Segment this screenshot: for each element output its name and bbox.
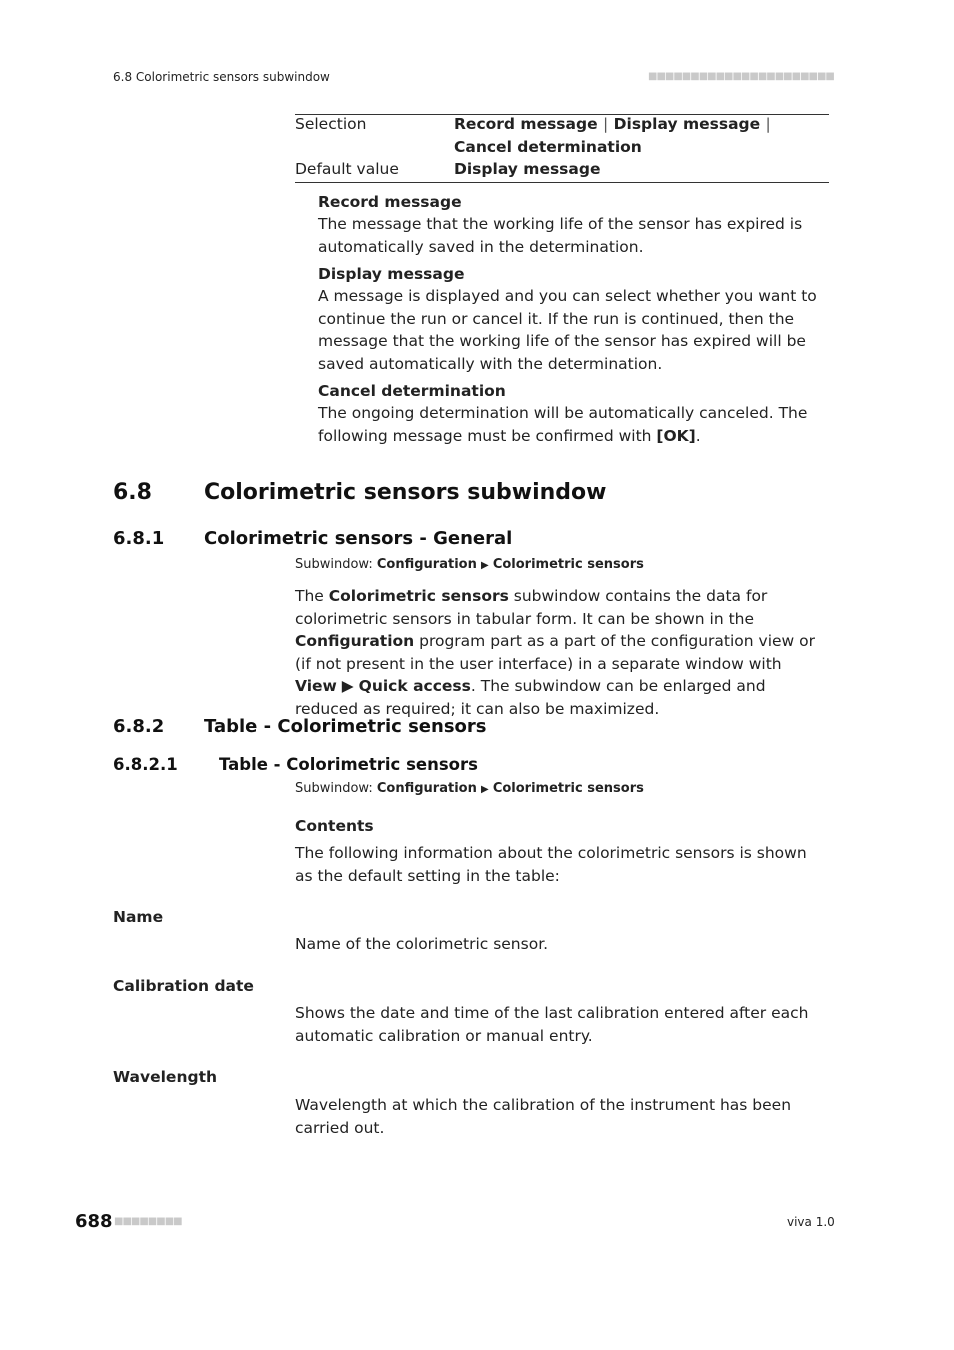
section-title: Colorimetric sensors subwindow (204, 480, 607, 505)
arrow-right-icon: ▶ (336, 677, 359, 695)
subsection-title: Colorimetric sensors - General (204, 528, 513, 549)
subsubsection-number: 6.8.2.1 (113, 755, 178, 774)
definition-term-calibration-date: Calibration date (113, 977, 254, 995)
subwindow-path-colorimetric: Colorimetric sensors (492, 781, 644, 796)
default-value: Display message (454, 160, 601, 178)
footer-decoration: ■■■■■■■■ (114, 1216, 182, 1227)
product-version: viva 1.0 (787, 1215, 835, 1229)
subsection-number: 6.8.2 (113, 716, 165, 737)
option-cancel-title: Cancel determination (318, 382, 506, 400)
subwindow-path (295, 557, 644, 572)
selection-separator: | (765, 115, 771, 133)
general-paragraph (295, 585, 827, 720)
selection-option-record: Record message (454, 115, 598, 133)
ok-button-reference: [OK] (656, 426, 696, 445)
subwindow-path-colorimetric: Colorimetric sensors (492, 557, 644, 572)
text-part: subwindow contains the data for colorimetric sensors in tabular form. It can be shown in the (295, 587, 768, 628)
option-cancel-text-part: The ongoing determination will be automatically canceled. The following message must be confirmed with (318, 404, 808, 445)
definition-desc-calibration-date: Shows the date and time of the last calibration entered after each automatic calibration or manual entry. (295, 1004, 809, 1045)
selection-values (454, 113, 829, 158)
selection-option-display: Display message (613, 115, 761, 133)
option-cancel-text-end: . (695, 426, 701, 445)
subwindow-label: Subwindow: (295, 781, 377, 796)
subsubsection-title: Table - Colorimetric sensors (219, 755, 478, 774)
subsection-number: 6.8.1 (113, 528, 165, 549)
option-display-text: A message is displayed and you can select whether you want to continue the run or cancel it. If the run is continued, then the message that the working life of the sensor has expired will be saved automatically with the determination. (318, 287, 817, 373)
subsection-title: Table - Colorimetric sensors (204, 716, 487, 737)
selection-label: Selection (295, 115, 367, 133)
running-title: 6.8 Colorimetric sensors subwindow (113, 70, 330, 84)
option-record-title: Record message (318, 193, 462, 211)
text-part: . The subwindow can be enlarged and reduced as required; it can also be maximized. (295, 677, 766, 718)
term-configuration: Configuration (295, 632, 415, 650)
text-part: The (295, 587, 329, 605)
term-colorimetric-sensors: Colorimetric sensors (328, 587, 509, 605)
arrow-right-icon: ▶ (480, 784, 489, 795)
header-decoration: ■■■■■■■■■■■■■■■■■■■■■■ (648, 71, 834, 82)
contents-heading: Contents (295, 817, 374, 835)
selection-option-cancel: Cancel determination (454, 137, 642, 156)
table-bottom-rule (295, 182, 829, 183)
definition-term-wavelength: Wavelength (113, 1068, 218, 1086)
definition-term-name: Name (113, 908, 164, 926)
option-cancel-text (318, 402, 826, 447)
menu-quick-access: Quick access (358, 677, 471, 695)
subwindow-label: Subwindow: (295, 557, 377, 572)
definition-desc-name: Name of the colorimetric sensor. (295, 935, 549, 953)
subwindow-path-configuration: Configuration (376, 557, 477, 572)
menu-view: View (295, 677, 337, 695)
subwindow-path-configuration: Configuration (376, 781, 477, 796)
subwindow-path (295, 781, 644, 796)
contents-text: The following information about the colorimetric sensors is shown as the default setting in the table: (295, 844, 807, 885)
option-record-text: The message that the working life of the sensor has expired is automatically saved in the determination. (318, 215, 803, 256)
definition-desc-wavelength: Wavelength at which the calibration of the instrument has been carried out. (295, 1096, 792, 1137)
section-number: 6.8 (113, 480, 152, 505)
selection-separator: | (603, 115, 609, 133)
text-part: program part as a part of the configuration view or (if not present in the user interface) in a separate window with (295, 632, 816, 673)
arrow-right-icon: ▶ (480, 560, 489, 571)
default-value-label: Default value (295, 160, 399, 178)
page-number: 688 (75, 1211, 113, 1232)
option-display-title: Display message (318, 265, 465, 283)
